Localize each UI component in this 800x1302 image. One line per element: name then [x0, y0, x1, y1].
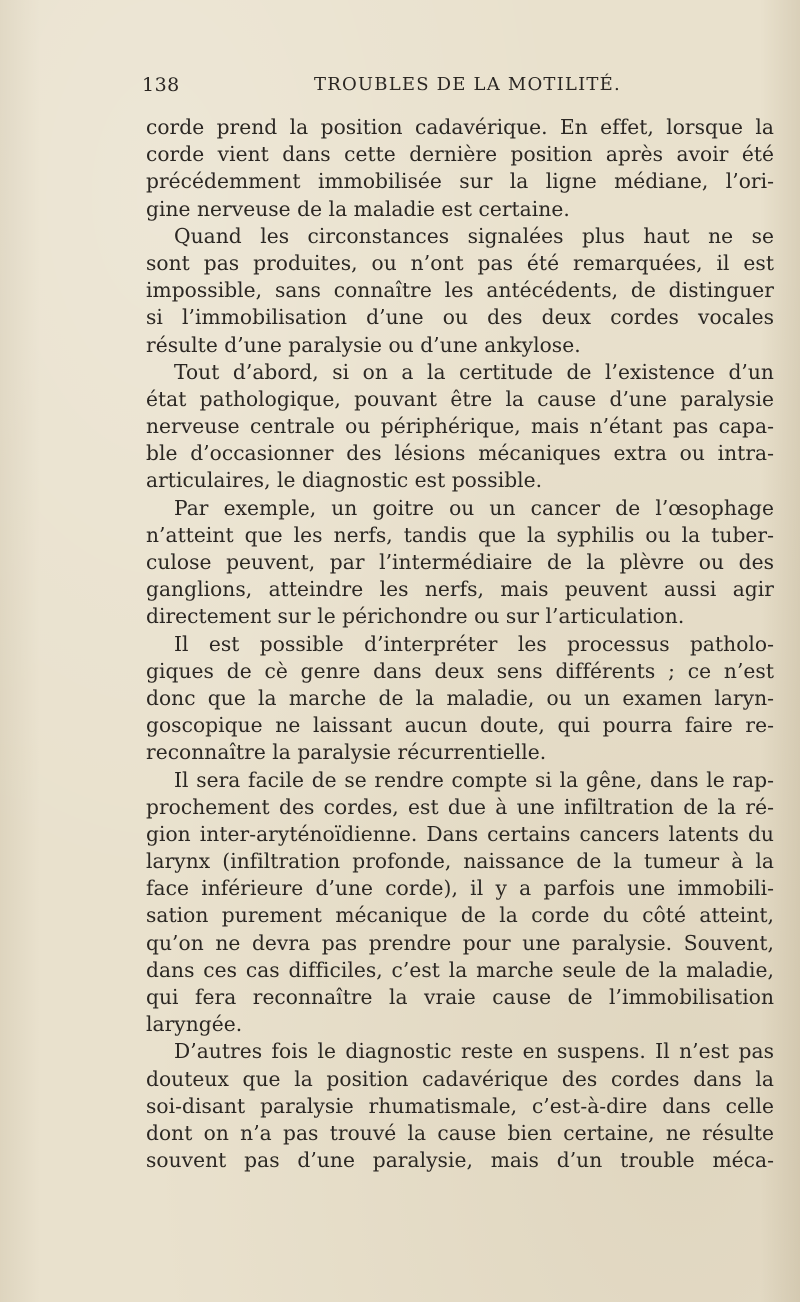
text-line: culose peuvent, par l’intermédiaire de la plèvre ou des: [146, 550, 774, 574]
text-line: souvent pas d’une paralysie, mais d’un trouble méca-: [146, 1148, 774, 1173]
text-line: Quand les circonstances signalées plus haut ne se: [174, 223, 774, 248]
text-line: Tout d’abord, si on a la certitude de l’existence d’un: [174, 359, 774, 384]
text-line: corde prend la position cadavérique. En effet, lorsque la: [146, 115, 774, 139]
text-line: nerveuse centrale ou périphérique, mais n’étant pas capa-: [146, 414, 774, 439]
text-line: qu’on ne devra pas prendre pour une paralysie. Souvent,: [146, 930, 774, 955]
text-line: prochement des cordes, est due à une infiltration de la ré-: [146, 794, 774, 819]
paragraph: [146, 1038, 774, 1174]
text-line: articulaires, le diagnostic est possible.: [146, 468, 543, 493]
text-line: n’atteint que les nerfs, tandis que la syphilis ou la tuber-: [146, 522, 774, 547]
text-line: corde vient dans cette dernière position après avoir été: [146, 142, 774, 167]
text-line: sont pas produites, ou n’ont pas été remarquées, il est: [146, 250, 774, 275]
text-line: état pathologique, pouvant être la cause d’une paralysie: [146, 386, 774, 411]
text-line: impossible, sans connaître les antécédents, de distinguer: [146, 278, 774, 303]
text-line: reconnaître la paralysie récurrentielle.: [146, 740, 547, 765]
paragraph: [146, 631, 774, 767]
text-line: laryngée.: [146, 1012, 243, 1037]
page-number: 138: [142, 74, 180, 96]
text-line: Il sera facile de se rendre compte si la gêne, dans le rap-: [174, 767, 774, 792]
text-line: ganglions, atteindre les nerfs, mais peuvent aussi agir: [146, 577, 774, 602]
paragraph: [146, 223, 774, 359]
paragraph: [146, 359, 774, 495]
book-page: [142, 70, 774, 1174]
text-line: gine nerveuse de la maladie est certaine.: [146, 196, 570, 221]
page-header: [142, 70, 774, 104]
text-line: directement sur le périchondre ou sur l’articulation.: [146, 604, 685, 629]
text-line: sation purement mécanique de la corde du côté atteint,: [146, 903, 774, 928]
paragraph: [146, 495, 774, 631]
text-line: Par exemple, un goitre ou un cancer de l’œsophage: [174, 495, 774, 520]
text-line: résulte d’une paralysie ou d’une ankylose.: [146, 332, 581, 357]
text-line: gion inter-aryténoïdienne. Dans certains cancers latents du: [146, 821, 774, 846]
text-line: goscopique ne laissant aucun doute, qui pourra faire re-: [146, 713, 774, 738]
text-line: dont on n’a pas trouvé la cause bien certaine, ne résulte: [146, 1120, 774, 1145]
running-head: TROUBLES DE LA MOTILITÉ.: [314, 74, 621, 95]
text-line: soi-disant paralysie rhumatismale, c’est-à-dire dans celle: [146, 1093, 774, 1118]
text-line: dans ces cas difficiles, c’est la marche seule de la maladie,: [146, 957, 774, 982]
text-line: giques de cè genre dans deux sens différents ; ce n’est: [146, 658, 774, 683]
text-line: Il est possible d’interpréter les processus patholo-: [174, 631, 774, 656]
text-line: douteux que la position cadavérique des cordes dans la: [146, 1066, 774, 1091]
text-line: ble d’occasionner des lésions mécaniques extra ou intra-: [146, 441, 774, 466]
text-line: qui fera reconnaître la vraie cause de l’immobilisation: [146, 985, 774, 1009]
paragraph: [146, 114, 774, 223]
body-text: [146, 114, 774, 1174]
text-line: donc que la marche de la maladie, ou un examen laryn-: [146, 685, 774, 710]
text-line: si l’immobilisation d’une ou des deux cordes vocales: [146, 305, 774, 330]
text-line: face inférieure d’une corde), il y a parfois une immobili-: [146, 876, 774, 901]
text-line: précédemment immobilisée sur la ligne médiane, l’ori-: [146, 169, 774, 194]
text-line: D’autres fois le diagnostic reste en suspens. Il n’est pas: [174, 1039, 774, 1064]
paragraph: [146, 767, 774, 1039]
text-line: larynx (infiltration profonde, naissance de la tumeur à la: [146, 849, 774, 874]
